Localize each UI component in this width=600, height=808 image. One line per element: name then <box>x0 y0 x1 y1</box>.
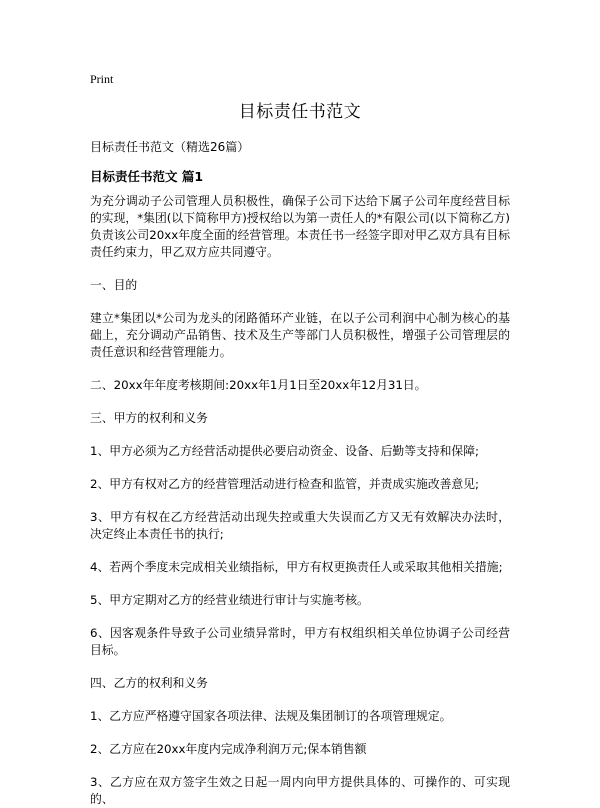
party-a-item-4: 4、若两个季度未完成相关业绩指标，甲方有权更换责任人或采取其他相关措施; <box>90 560 503 574</box>
party-a-item-3: 3、甲方有权在乙方经营活动出现失控或重大失误而乙方又无有效解决办法时，决定终止本责任书的执行; <box>90 510 510 541</box>
party-a-item-6: 6、因客观条件导致子公司业绩异常时，甲方有权组织相关单位协调子公司经营目标。 <box>90 626 510 657</box>
party-a-item-5: 5、甲方定期对乙方的经营业绩进行审计与实施考核。 <box>90 593 369 607</box>
party-b-item-1: 1、乙方应严格遵守国家各项法律、法规及集团制订的各项管理规定。 <box>90 709 452 723</box>
document-body <box>90 193 510 808</box>
purpose-paragraph: 建立*集团以*公司为龙头的闭路循环产业链，在以子公司利润中心制为核心的基础上，充分调动产品销售、技术及生产等部门人员积极性，增强子公司管理层的责任意识和经营管理能力。 <box>90 311 510 359</box>
document-title: 目标责任书范文 <box>238 102 362 122</box>
heading-party-a-rights: 三、甲方的权利和义务 <box>90 411 208 425</box>
assessment-period: 二、20xx年年度考核期间:20xx年1月1日至20xx年12月31日。 <box>90 378 427 392</box>
document-subtitle: 目标责任书范文（精选26篇） <box>90 140 250 154</box>
intro-paragraph: 为充分调动子公司管理人员积极性，确保子公司下达给下属子公司年度经营目标的实现，*集团(以下简称甲方)授权给以为第一责任人的*有限公司(以下简称乙方)负责该公司20xx年度全面的经营管理。本责任书一经签字即对甲乙双方具有目标责任约束力，甲乙双方应共同遵守。 <box>90 194 510 259</box>
party-b-item-3: 3、乙方应在双方签字生效之日起一周内向甲方提供具体的、可操作的、可实现的、 <box>90 775 510 806</box>
heading-party-b-rights: 四、乙方的权利和义务 <box>90 676 208 690</box>
party-a-item-1: 1、甲方必须为乙方经营活动提供必要启动资金、设备、后勤等支持和保障; <box>90 444 479 458</box>
section-title: 目标责任书范文 篇1 <box>90 169 204 184</box>
party-b-item-2: 2、乙方应在20xx年度内完成净利润万元;保本销售额 <box>90 742 367 756</box>
heading-purpose: 一、目的 <box>90 278 138 292</box>
print-label: Print <box>90 72 114 86</box>
party-a-item-2: 2、甲方有权对乙方的经营管理活动进行检查和监管，并责成实施改善意见; <box>90 477 479 491</box>
